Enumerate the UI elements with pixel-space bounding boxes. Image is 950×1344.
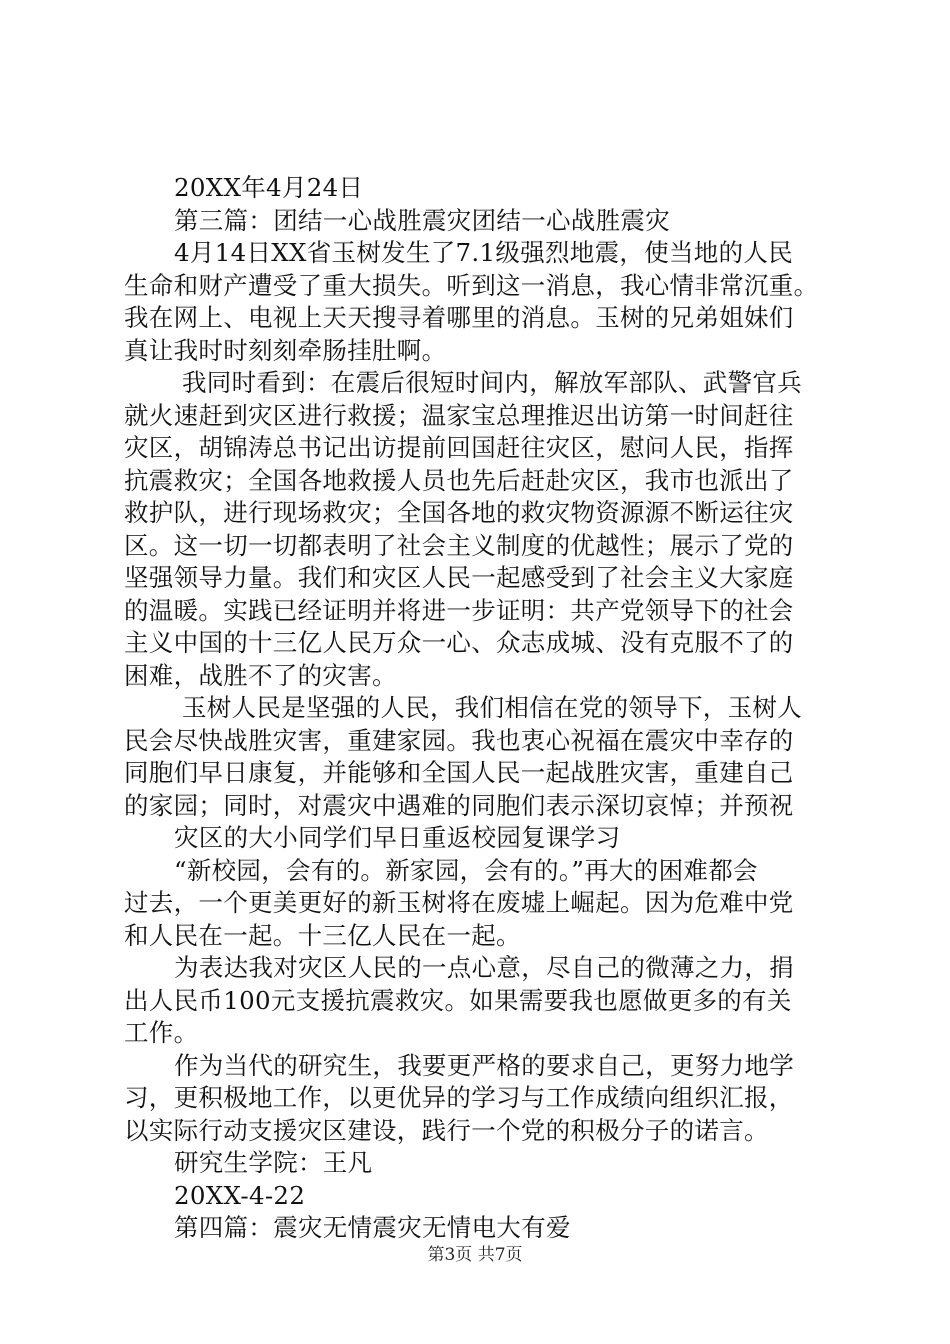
paragraph-3-line-4: 的家园；同时，对震灾中遇难的同胞们表示深切哀悼；并预祝 xyxy=(124,790,794,820)
paragraph-3-line-1: 玉树人民是坚强的人民，我们相信在党的领导下，玉树人 xyxy=(182,693,802,722)
paragraph-7-line-2: 习，更积极地工作，以更优异的学习与工作成绩向组织汇报， xyxy=(124,1083,794,1112)
paragraph-2-line-5: 救护队，进行现场救灾；全国各地的救灾物资源源不断运往灾 xyxy=(124,498,794,527)
paragraph-1-line-2: 生命和财产遭受了重大损失。听到这一消息，我心情非常沉重。 xyxy=(124,270,819,300)
paragraph-2-line-8: 的温暖。实践已经证明并将进一步证明：共产党领导下的社会 xyxy=(124,595,794,625)
paragraph-2-line-7: 坚强领导力量。我们和灾区人民一起感受到了社会主义大家庭 xyxy=(124,563,794,592)
section-heading-4: 第四篇：震灾无情震灾无情电大有爱 xyxy=(174,1213,571,1242)
paragraph-7-line-1: 作为当代的研究生，我要更严格的要求自己，更努力地学 xyxy=(174,1050,794,1080)
paragraph-2-line-3: 灾区，胡锦涛总书记出访提前回国赶往灾区，慰问人民，指挥 xyxy=(124,433,794,462)
paragraph-4-line-1: 灾区的大小同学们早日重返校园复课学习 xyxy=(174,823,621,852)
paragraph-5-line-2: 过去，一个更美更好的新玉树将在废墟上崛起。因为危难中党 xyxy=(124,888,794,917)
paragraph-1-line-3: 我在网上、电视上天天搜寻着哪里的消息。玉树的兄弟姐妹们 xyxy=(124,303,794,332)
paragraph-1-line-1: 4月14日XX省玉树发生了7.1级强烈地震，使当地的人民 xyxy=(174,238,794,267)
paragraph-2-line-1: 我同时看到：在震后很短时间内，解放军部队、武警官兵 xyxy=(182,368,802,397)
paragraph-7-line-3: 以实际行动支援灾区建设，践行一个党的积极分子的诺言。 xyxy=(124,1115,769,1145)
paragraph-2-line-9: 主义中国的十三亿人民万众一心、众志成城、没有克服不了的 xyxy=(124,628,794,657)
paragraph-2-line-4: 抗震救灾；全国各地救援人员也先后赶赴灾区，我市也派出了 xyxy=(124,465,794,495)
signature-line: 研究生学院：王凡 xyxy=(174,1148,373,1177)
document-body xyxy=(124,172,836,1245)
signature-date: 20XX-4-22 xyxy=(174,1180,306,1210)
paragraph-3-line-2: 民会尽快战胜灾害，重建家园。我也衷心祝福在震灾中幸存的 xyxy=(124,725,794,755)
page-footer: 第3页 共7页 xyxy=(427,1245,523,1265)
paragraph-2-line-6: 区。这一切一切都表明了社会主义制度的优越性；展示了党的 xyxy=(124,530,794,560)
date-line: 20XX年4月24日 xyxy=(174,173,364,202)
paragraph-2-line-2: 就火速赶到灾区进行救援；温家宝总理推迟出访第一时间赶往 xyxy=(124,400,794,430)
paragraph-3-line-3: 同胞们早日康复，并能够和全国人民一起战胜灾害，重建自己 xyxy=(124,758,794,787)
paragraph-1-line-4: 真让我时时刻刻牵肠挂肚啊。 xyxy=(124,335,447,365)
paragraph-6-line-2: 出人民币100元支援抗震救灾。如果需要我也愿做更多的有关 xyxy=(124,985,792,1015)
paragraph-5-line-1: “新校园，会有的。新家园，会有的。”再大的困难都会 xyxy=(174,855,758,885)
paragraph-2-line-10: 困难，战胜不了的灾害。 xyxy=(124,660,397,690)
paragraph-5-line-3: 和人民在一起。十三亿人民在一起。 xyxy=(124,920,521,950)
paragraph-6-line-1: 为表达我对灾区人民的一点心意，尽自己的微薄之力，捐 xyxy=(174,953,794,982)
section-heading-3: 第三篇：团结一心战胜震灾团结一心战胜震灾 xyxy=(174,205,670,235)
paragraph-6-line-3: 工作。 xyxy=(124,1018,199,1047)
